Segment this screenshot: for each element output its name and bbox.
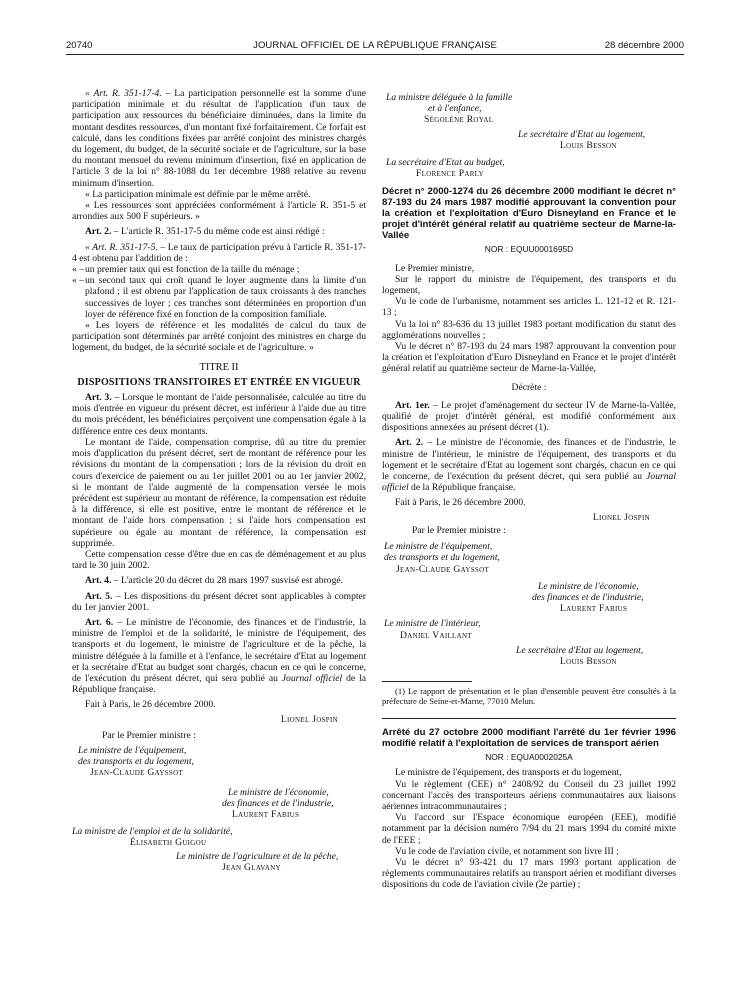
signatory-name: Florence Parly [416,168,484,180]
paragraph [72,242,366,264]
paragraph: Vu le règlement (CEE) n° 2408/92 du Conseil du 23 juillet 1992 concernant l'accès des transporteurs aériens communautaires aux liaisons aériennes intracommunautaires ; [382,778,676,812]
signatory-role: des transports et du logement, [384,552,500,564]
decree-nor: NOR : EQUU0001695D [484,244,574,255]
signatory-role: Le ministre de l'économie, [228,786,329,798]
article-6 [72,617,366,695]
article-2 [382,437,676,493]
article-1 [382,400,676,434]
issue-date: 28 décembre 2000 [604,40,684,51]
paragraph: Le montant de l'aide, compensation comprise, dû au titre du premier mois d'application du présent décret, sert de montant de référence pour les révisions du montant de la compensation ; lors de la révision du droit en cours d'exercice de paiement ou au 1er juillet 2001 ou au 1er janvier 2002, si le montant de l'aide augmenté de la compensation versée le mois précédent est supérieur au montant de référence, la compensation est réduite à la différence, si elle est positive, entre le montant de référence et le montant de l'aide hors compensation ; si l'aide hors compensation est supérieure ou égale au montant de référence, la compensation est supprimée. [72,436,366,549]
signatory-name: Louis Besson [560,139,617,151]
signatory-role: Le secrétaire d'Etat au logement, [518,128,646,140]
signatory-name: Laurent Fabius [560,603,628,615]
signatory-name: Lionel Jospin [280,713,338,725]
page-header [66,40,684,54]
signature-date: Fait à Paris, le 26 décembre 2000. [85,699,216,711]
signatory-role: Le ministre de l'économie, [538,580,639,592]
article-text: – Le projet d'aménagement du secteur IV de Marne-la-Vallée, qualifié de projet d'intérêt général, est modifié conformément aux dispositions annexées au présent décret (1). [382,399,676,434]
paragraph: Vu le décret n° 87-193 du 24 mars 1987 approuvant la convention pour la création et l'exploitation d'Euro Disneyland en France et le projet d'intérêt général relatif au quatrième secteur de Marne-la-Vallée, [382,341,676,375]
article-4 [72,575,366,586]
article-text: de la République française. [408,482,516,494]
paragraph: Vu la loi n° 83-636 du 13 juillet 1983 portant modification du statut des agglomérations nouvelles ; [382,318,676,341]
signatory-role: Le ministre de l'agriculture et de la pêche, [176,850,339,862]
section-title: TITRE II [199,361,239,373]
paragraph: Vu l'accord sur l'Espace économique européen (EEE), modifié notamment par la décision numéro 7/94 du 21 mars 1994 du comité mixte de l'EEE ; [382,812,676,846]
paragraph: Vu le décret n° 93-421 du 17 mars 1993 portant application de règlements communautaires relatifs au transport aérien et modifiant diverses dispositions du code de l'aviation civile (2e partie) ; [382,856,676,891]
left-column [72,88,366,873]
paragraph: Vu le code de l'urbanisme, notamment ses articles L. 121-12 et R. 121-13 ; [382,296,676,319]
signatory-name: Lionel Jospin [592,511,650,523]
article-label: Art. 5. [85,590,113,602]
paragraph-text: – Le taux de participation prévu à l'article R. 351-17-4 est obtenu par l'addition de : [72,241,366,264]
article-label: Art. 6. [85,616,114,628]
signatory-role: Le ministre de l'équipement, [384,541,493,553]
page-number: 20740 [66,40,93,51]
signatory-role: La ministre de l'emploi et de la solidarité, [72,826,233,838]
signatory-name: Élisabeth Guigou [130,837,207,849]
signatory-role: et à l'enfance, [428,103,482,115]
article-text: de la République française. [72,672,366,696]
article-text: – Le ministre de l'économie, des finances et de l'industrie, la ministre de l'emploi et de la solidarité, le ministre de l'équipement, des transports et du logement, le ministre de l'agriculture et de la pêche, la ministre déléguée à la famille et à l'enfance, le secrétaire d'Etat au logement et la secrétaire d'Etat au budget sont chargés, chacun en ce qui le concerne, de l'exécution du présent décret, qui sera publié au [72,616,367,684]
signatory-name: Laurent Fabius [232,808,300,820]
decree-title: Décret n° 2000-1274 du 26 décembre 2000 modifiant le décret n° 87-193 du 24 mars 1987 modifié approuvant la convention pour la création et l'exploitation d'Euro Disneyland en France et le projet d'intérêt général relatif au quatrième secteur de Marne-la-Vallée [382,186,676,242]
signature-block [72,851,366,873]
section-rule [382,718,676,719]
article-text: – Lorsque le montant de l'aide personnalisée, calculée au titre du mois d'entrée en vigueur du présent décret, est inférieur à l'aide due au titre du mois précédent, les bénéficiaires perçoivent une compensation égale à la différence entre ces deux montants. [72,392,366,437]
signature-block [382,645,676,667]
list-text: un premier taux qui est fonction de la taille du ménage ; [85,264,300,276]
paragraph: « La participation minimale est définie par le même arrêté. [85,188,311,200]
signatory-name: Louis Besson [560,655,617,667]
signature-block [382,525,676,536]
article-text: – Le ministre de l'économie, des finances et de l'industrie, le ministre de l'intérieur, le ministre de l'équipement, des transports et du logement et le secrétaire d'Etat au logement sont chargés, chacun en ce qui le concerne, de l'exécution du présent décret, qui sera publié au [382,437,677,483]
right-column [382,88,676,891]
article-text: – L'article R. 351-17-5 du même code est ainsi rédigé : [111,226,325,238]
signature-intro: Par le Premier ministre : [412,524,506,536]
signatory-role: des transports et du logement, [78,756,194,768]
signatory-name: Ségolène Royal [424,114,494,126]
article-text: – L'article 20 du décret du 28 mars 1997 susvisé est abrogé. [111,575,344,587]
signature-block [72,714,366,725]
journal-ref: Journal officiel [281,672,343,684]
paragraph-text: – La participation personnelle est la somme d'une participation minimale et du résultat de l'application d'un taux de participation aux ressources du bénéficiaire diminuées, dans la limite du montant desdites ressources, d'un montant fixé forfaitairement. Ce forfait est calculé, dans les conditions fixées par arrêté conjoint des ministres chargés du logement, du budget, de la sécurité sociale et de l'agriculture, sur la base du montant mensuel du revenu minimum d'insertion, fixé en application de l'article 3 de la loi n° 88-1088 du 1er décembre 1988 relative au revenu minimum d'insertion. [72,88,366,189]
signature-block [382,157,676,179]
footnote: (1) Le rapport de présentation et le plan d'ensemble peuvent être consultés à la préfecture de Seine-et-Marne, 77010 Melun. [382,686,676,707]
signature-block [382,618,676,640]
journal-ref: Journal officiel [382,471,676,494]
signature-block [72,745,366,779]
paragraph: Le Premier ministre, [395,262,475,274]
article-label: Art. 2. [85,226,112,238]
signature-intro: Par le Premier ministre : [102,729,196,741]
article-2 [72,226,366,237]
signature-block [72,730,366,741]
arrete-nor: NOR : EQUA0002025A [485,752,573,763]
signatory-role: des finances et de l'industrie, [532,591,644,603]
article-3 [72,392,366,437]
section-subtitle: DISPOSITIONS TRANSITOIRES ET ENTRÉE EN VIGUEUR [77,376,361,388]
list-marker: « – [72,275,84,287]
paragraph: Vu le code de l'aviation civile, et notamment son livre III ; [395,845,619,857]
article-text: – Les dispositions du présent décret sont applicables à compter du 1er janvier 2001. [72,590,367,613]
signatory-role: Le ministre de l'équipement, [78,744,187,756]
signatory-role: La secrétaire d'Etat au budget, [386,157,505,169]
signature-date: Fait à Paris, le 26 décembre 2000. [395,497,526,509]
list-text: un second taux qui croît quand le loyer augmente dans la limite d'un plafond ; il est obtenu par l'application de taux croissants à des tranches successives de loyer ; ces tranches sont déterminées en proportion d'un loyer de référence fixé en fonction de la composition familiale. [85,275,366,320]
signature-block [382,92,676,126]
header-rule [66,54,684,55]
paragraph: Cette compensation cesse d'être due en cas de déménagement et au plus tard le 30 juin 2002. [72,548,366,572]
signatory-role: Le ministre de l'intérieur, [384,618,481,630]
signature-block [72,826,366,848]
signature-block [382,129,676,151]
paragraph: « Les loyers de référence et les modalités de calcul du taux de participation sont déterminés par arrêté conjoint des ministres en charge du logement, du budget, de la sécurité sociale et de l'agriculture. » [72,320,366,354]
signature-block [382,541,676,575]
signatory-name: Jean-Claude Gayssot [396,563,490,575]
paragraph: Sur le rapport du ministre de l'équipement, des transports et du logement, [382,273,676,297]
paragraph: Le ministre de l'équipement, des transports et du logement, [395,767,622,779]
signatory-role: des finances et de l'industrie, [222,797,334,809]
list-marker: « – [72,264,84,276]
decrete-heading: Décrète : [511,381,547,393]
article-label: Art. 2. [395,437,424,449]
article-5 [72,591,366,613]
signature-block [382,581,676,615]
paragraph [72,88,366,189]
list-item [72,275,366,320]
article-ref: « Art. R. 351-17-5. [85,241,158,253]
list-item [72,264,366,275]
article-ref: « Art. R. 351-17-4. [85,88,162,99]
arrete-title: Arrêté du 27 octobre 2000 modifiant l'arrêté du 1er février 1996 modifié relatif à l'exploitation de services de transport aérien [382,727,676,750]
signatory-name: Jean-Claude Gayssot [90,767,184,779]
signatory-role: La ministre déléguée à la famille [386,92,513,103]
signature-block [382,512,676,523]
paragraph: « Les ressources sont appréciées conformément à l'article R. 351-5 et arrondies aux 500 F supérieurs. » [72,200,366,223]
signatory-name: Jean Glavany [222,861,281,873]
signature-block [72,787,366,821]
article-label: Art. 4. [85,575,112,587]
signatory-role: Le secrétaire d'Etat au logement, [516,644,644,656]
journal-title: JOURNAL OFFICIEL DE LA RÉPUBLIQUE FRANÇAISE [253,40,497,51]
footnote-rule [382,681,472,682]
article-label: Art. 3. [85,392,112,404]
article-label: Art. 1er. [395,399,430,411]
signatory-name: Daniel Vaillant [400,629,472,641]
